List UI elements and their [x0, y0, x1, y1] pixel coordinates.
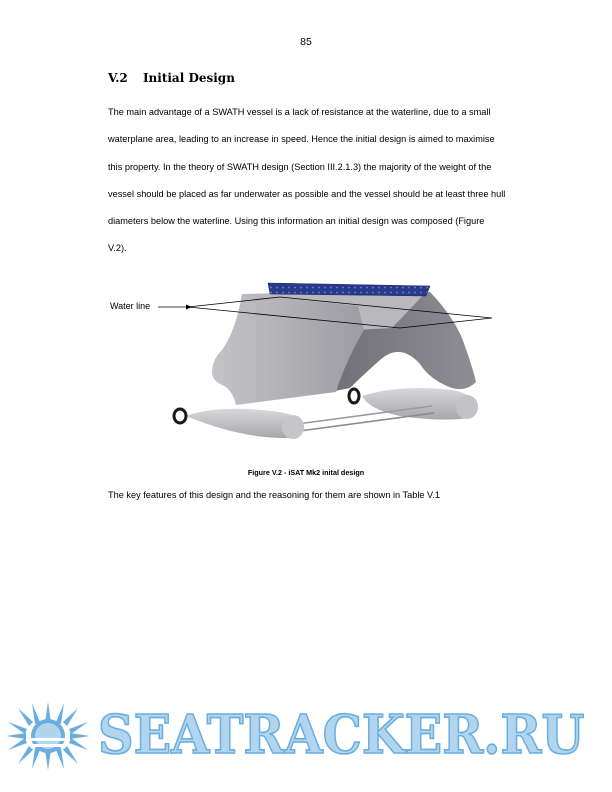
watermark-text: SEATRACKER.RU [98, 704, 585, 766]
figure-caption: Figure V.2 - iSAT Mk2 inital design [247, 468, 365, 477]
right-pod-cap [456, 395, 478, 419]
body-line: waterplane area, leading to an increase in speed. Hence the initial design is aimed to maximise [108, 134, 495, 145]
body-line: vessel should be placed as far underwater as possible and the vessel should be at least three hull [108, 188, 506, 199]
watermark [0, 700, 612, 770]
left-propeller [174, 409, 186, 423]
body-line: The main advantage of a SWATH vessel is a lack of resistance at the waterline, due to a small [108, 107, 491, 117]
body-line: diameters below the waterline. Using this information an initial design was composed (Figure [108, 216, 485, 227]
section-heading [108, 71, 235, 85]
body-line: V.2). [108, 243, 127, 254]
page-number: 85 [300, 36, 312, 48]
body-line: this property. In the theory of SWATH design (Section III.2.1.3) the majority of the weight of the [108, 161, 492, 172]
water-line-arrowhead [186, 305, 192, 310]
vessel-drawing [100, 280, 500, 450]
table-reference-text: The key features of this design and the reasoning for them are shown in Table V.1 [108, 490, 440, 500]
left-pod-cap [282, 415, 304, 439]
water-line-label: Water line [110, 301, 151, 311]
section-title: Initial Design [142, 71, 235, 85]
solar-panel [268, 283, 430, 296]
body-paragraph [108, 99, 518, 263]
vessel-figure [100, 280, 500, 450]
section-number: V.2 [108, 71, 128, 85]
sun-icon [0, 700, 96, 772]
right-propeller [349, 389, 359, 403]
